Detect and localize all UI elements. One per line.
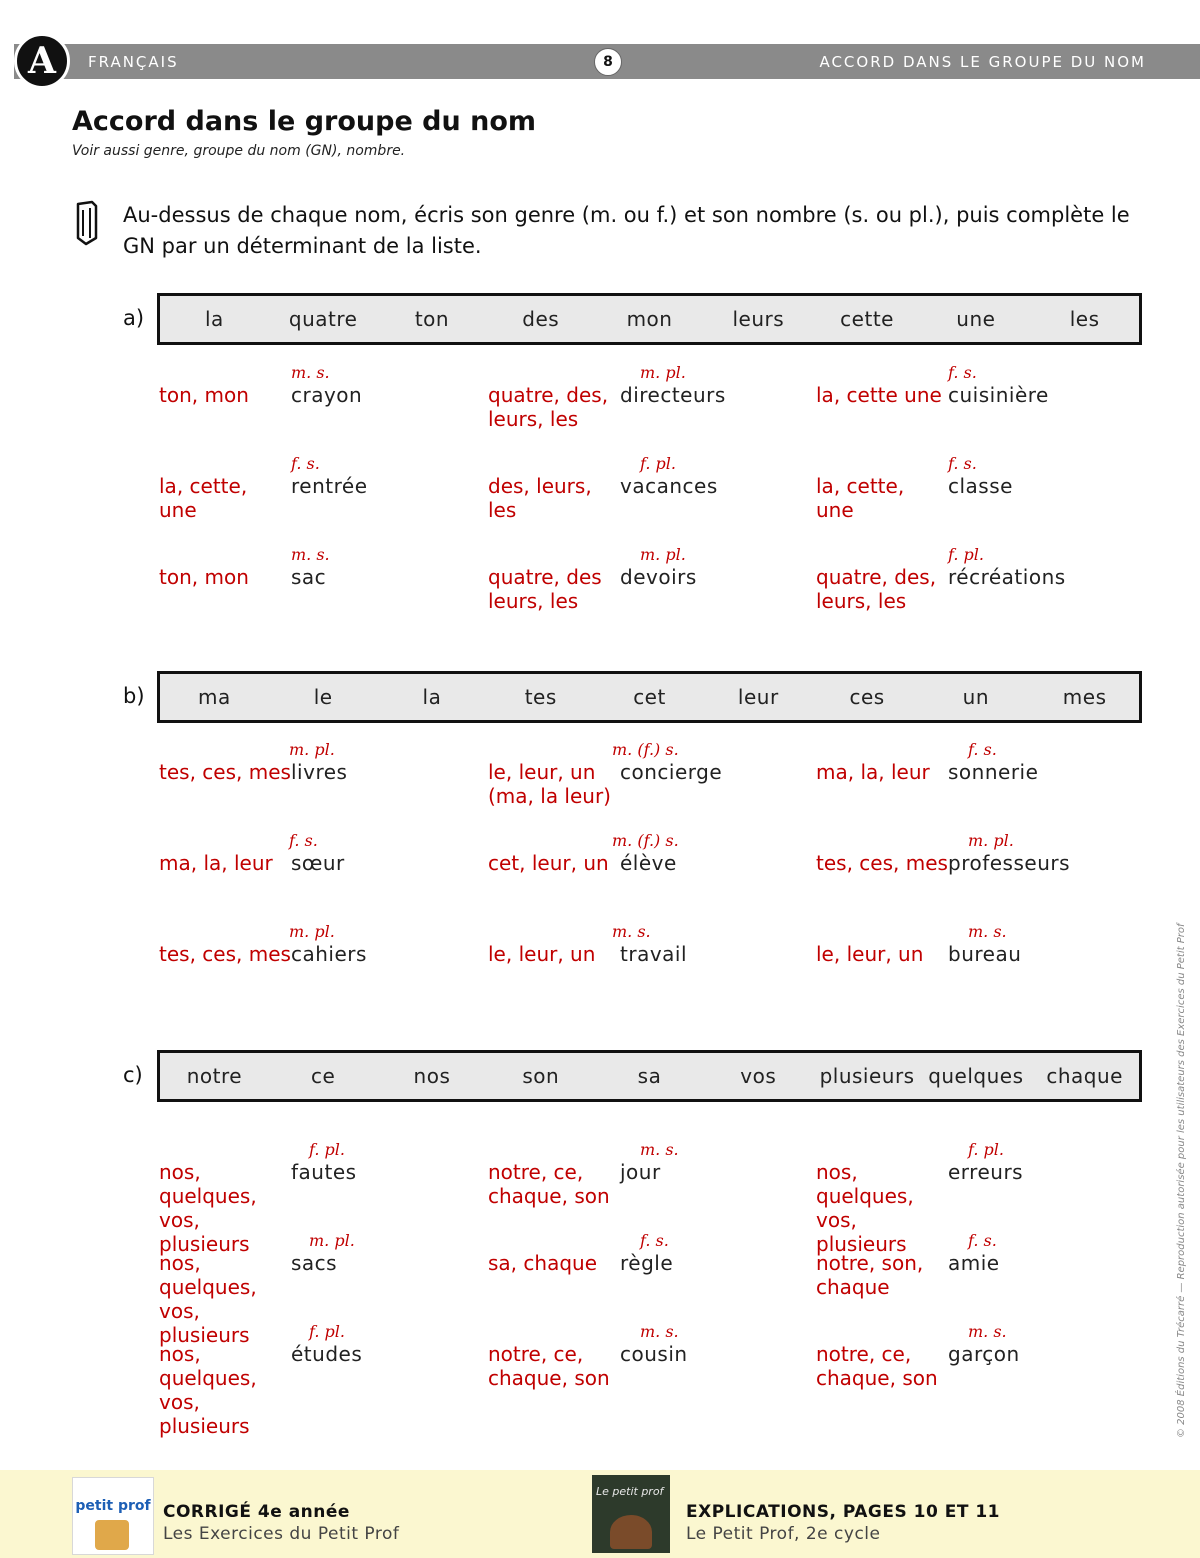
noun-exercise-item xyxy=(488,454,808,534)
noun-word: sœur xyxy=(291,851,345,875)
determiner-word: vos xyxy=(740,1064,777,1088)
determiner-word: ma xyxy=(198,685,231,709)
noun-exercise-item xyxy=(488,1322,808,1402)
determiner-list-box xyxy=(157,293,1142,345)
determiner-answer: nos, quelques, vos, plusieurs xyxy=(159,1160,257,1256)
noun-exercise-item xyxy=(159,831,479,911)
noun-exercise-item xyxy=(488,831,808,911)
determiner-word: ton xyxy=(414,307,450,331)
noun-word: classe xyxy=(948,474,1013,498)
determiner-answer: ma, la, leur xyxy=(816,760,930,784)
header-topic: ACCORD DANS LE GROUPE DU NOM xyxy=(819,53,1146,71)
determiner-word: quatre xyxy=(288,307,358,331)
footer-left-line1: CORRIGÉ 4e année xyxy=(163,1502,350,1522)
gender-number-answer: f. pl. xyxy=(948,545,984,564)
noun-word: professeurs xyxy=(948,851,1071,875)
noun-exercise-item xyxy=(159,922,479,1002)
gender-number-answer: m. s. xyxy=(291,545,330,564)
noun-exercise-item xyxy=(488,740,808,820)
determiner-answer: notre, ce, chaque, son xyxy=(488,1160,610,1208)
noun-exercise-item xyxy=(816,454,1136,534)
gender-number-answer: m. pl. xyxy=(309,1231,355,1250)
determiner-list-box xyxy=(157,671,1142,723)
book-cover-title: petit prof xyxy=(75,1498,151,1514)
see-also-note: Voir aussi genre, groupe du nom (GN), nombre. xyxy=(72,143,406,159)
determiner-list-box xyxy=(157,1050,1142,1102)
determiner-answer: ma, la, leur xyxy=(159,851,273,875)
book-cover-title: Le petit prof xyxy=(596,1485,664,1498)
noun-exercise-item xyxy=(816,1231,1136,1311)
pencil-icon xyxy=(72,200,100,246)
determiner-word: nos xyxy=(413,1064,451,1088)
determiner-word: mes xyxy=(1062,685,1107,709)
determiner-word: ce xyxy=(311,1064,336,1088)
book-cover-explications xyxy=(592,1475,670,1553)
noun-exercise-item xyxy=(816,1322,1136,1402)
determiner-answer: notre, son, chaque xyxy=(816,1251,924,1299)
footer-left-line2: Les Exercices du Petit Prof xyxy=(163,1524,400,1544)
section-label: b) xyxy=(123,684,145,708)
gender-number-answer: m. pl. xyxy=(640,545,686,564)
gender-number-answer: f. s. xyxy=(289,831,318,850)
noun-word: concierge xyxy=(620,760,723,784)
footer-right-line1: EXPLICATIONS, PAGES 10 ET 11 xyxy=(686,1502,1001,1522)
noun-exercise-item xyxy=(159,454,479,534)
noun-word: vacances xyxy=(620,474,718,498)
determiner-word: leur xyxy=(737,685,779,709)
noun-exercise-item xyxy=(488,1140,808,1220)
book-character-image xyxy=(610,1515,652,1549)
determiner-answer: la, cette, une xyxy=(159,474,248,522)
gender-number-answer: m. pl. xyxy=(289,922,335,941)
noun-word: crayon xyxy=(291,383,363,407)
gender-number-answer: m. pl. xyxy=(640,363,686,382)
noun-exercise-item xyxy=(488,922,808,1002)
gender-number-answer: f. pl. xyxy=(640,454,676,473)
noun-word: élève xyxy=(620,851,677,875)
noun-word: bureau xyxy=(948,942,1022,966)
noun-exercise-item xyxy=(159,740,479,820)
gender-number-answer: m. pl. xyxy=(289,740,335,759)
determiner-answer: ton, mon xyxy=(159,383,249,407)
noun-word: règle xyxy=(620,1251,674,1275)
noun-exercise-item xyxy=(816,363,1136,443)
determiner-answer: nos, quelques, vos, plusieurs xyxy=(816,1160,914,1256)
determiner-answer: la, cette, une xyxy=(816,474,905,522)
noun-exercise-item xyxy=(488,1231,808,1311)
determiner-answer: nos, quelques, vos, plusieurs xyxy=(159,1251,257,1347)
determiner-word: sa xyxy=(637,1064,662,1088)
gender-number-answer: m. (f.) s. xyxy=(612,831,679,850)
page-number: 8 xyxy=(594,48,622,76)
noun-exercise-item xyxy=(159,363,479,443)
gender-number-answer: m. (f.) s. xyxy=(612,740,679,759)
gender-number-answer: m. s. xyxy=(612,922,651,941)
page-title: Accord dans le groupe du nom xyxy=(72,106,537,137)
determiner-answer: tes, ces, mes xyxy=(159,760,291,784)
determiner-answer: quatre, des, leurs, les xyxy=(488,383,609,431)
determiner-answer: le, leur, un xyxy=(488,942,596,966)
noun-exercise-item xyxy=(488,545,808,625)
gender-number-answer: m. s. xyxy=(291,363,330,382)
noun-word: études xyxy=(291,1342,363,1366)
gender-number-answer: f. pl. xyxy=(309,1322,345,1341)
determiner-word: cet xyxy=(633,685,666,709)
noun-word: sac xyxy=(291,565,327,589)
determiner-word: un xyxy=(962,685,990,709)
noun-word: travail xyxy=(620,942,688,966)
determiner-word: une xyxy=(956,307,996,331)
book-cover-exercices xyxy=(72,1477,154,1555)
noun-exercise-item xyxy=(816,922,1136,1002)
determiner-word: son xyxy=(522,1064,560,1088)
determiner-word: la xyxy=(422,685,442,709)
noun-word: récréations xyxy=(948,565,1066,589)
gender-number-answer: f. s. xyxy=(948,454,977,473)
noun-word: erreurs xyxy=(948,1160,1024,1184)
noun-word: jour xyxy=(620,1160,661,1184)
determiner-word: quelques xyxy=(928,1064,1024,1088)
determiner-word: leurs xyxy=(732,307,785,331)
noun-word: sacs xyxy=(291,1251,338,1275)
noun-word: cousin xyxy=(620,1342,688,1366)
section-label: c) xyxy=(123,1063,143,1087)
gender-number-answer: f. s. xyxy=(948,363,977,382)
gender-number-answer: f. pl. xyxy=(968,1140,1004,1159)
determiner-word: mon xyxy=(626,307,673,331)
gender-number-answer: m. s. xyxy=(640,1322,679,1341)
determiner-answer: notre, ce, chaque, son xyxy=(488,1342,610,1390)
footer xyxy=(0,1470,1200,1558)
determiner-answer: cet, leur, un xyxy=(488,851,609,875)
footer-right-line2: Le Petit Prof, 2e cycle xyxy=(686,1524,881,1544)
determiner-answer: des, leurs, les xyxy=(488,474,592,522)
determiner-answer: la, cette une xyxy=(816,383,942,407)
gender-number-answer: m. s. xyxy=(968,1322,1007,1341)
gender-number-answer: f. s. xyxy=(968,740,997,759)
determiner-answer: le, leur, un xyxy=(816,942,924,966)
determiner-answer: le, leur, un (ma, la leur) xyxy=(488,760,611,808)
noun-word: sonnerie xyxy=(948,760,1039,784)
determiner-word: tes xyxy=(524,685,557,709)
determiner-answer: quatre, des, leurs, les xyxy=(816,565,937,613)
determiner-answer: nos, quelques, vos, plusieurs xyxy=(159,1342,257,1438)
determiner-word: les xyxy=(1069,307,1100,331)
noun-word: garçon xyxy=(948,1342,1020,1366)
logo-letter: A xyxy=(28,40,56,82)
determiner-word: ces xyxy=(849,685,885,709)
determiner-word: cette xyxy=(840,307,894,331)
noun-exercise-item xyxy=(488,363,808,443)
noun-exercise-item xyxy=(816,740,1136,820)
noun-word: amie xyxy=(948,1251,1000,1275)
noun-exercise-item xyxy=(816,831,1136,911)
noun-exercise-item xyxy=(159,545,479,625)
determiner-word: plusieurs xyxy=(819,1064,915,1088)
determiner-answer: tes, ces, mes xyxy=(159,942,291,966)
noun-word: rentrée xyxy=(291,474,368,498)
determiner-word: chaque xyxy=(1046,1064,1123,1088)
noun-word: directeurs xyxy=(620,383,726,407)
noun-word: fautes xyxy=(291,1160,357,1184)
determiner-word: le xyxy=(313,685,333,709)
copyright-notice: © 2008 Éditions du Trécarré — Reproduction autorisée pour les utilisateurs des Exercices du Petit Prof xyxy=(1176,923,1187,1438)
logo-icon xyxy=(14,33,70,89)
determiner-answer: quatre, des leurs, les xyxy=(488,565,602,613)
gender-number-answer: f. s. xyxy=(640,1231,669,1250)
noun-exercise-item xyxy=(816,545,1136,625)
determiner-word: la xyxy=(204,307,224,331)
noun-exercise-item xyxy=(159,1322,479,1438)
instruction-text: Au-dessus de chaque nom, écris son genre (m. ou f.) et son nombre (s. ou pl.), puis complète le GN par un déterminant de la liste. xyxy=(123,203,1130,258)
determiner-answer: notre, ce, chaque, son xyxy=(816,1342,938,1390)
determiner-answer: tes, ces, mes xyxy=(816,851,948,875)
gender-number-answer: m. pl. xyxy=(968,831,1014,850)
noun-word: livres xyxy=(291,760,348,784)
gender-number-answer: f. s. xyxy=(291,454,320,473)
noun-word: devoirs xyxy=(620,565,697,589)
noun-word: cahiers xyxy=(291,942,367,966)
determiner-word: des xyxy=(522,307,560,331)
section-label: a) xyxy=(123,306,145,330)
header-subject: FRANÇAIS xyxy=(88,53,179,71)
gender-number-answer: f. s. xyxy=(968,1231,997,1250)
determiner-answer: ton, mon xyxy=(159,565,249,589)
book-character-image xyxy=(95,1520,129,1550)
determiner-answer: sa, chaque xyxy=(488,1251,597,1275)
gender-number-answer: m. s. xyxy=(640,1140,679,1159)
determiner-word: notre xyxy=(186,1064,243,1088)
noun-word: cuisinière xyxy=(948,383,1049,407)
gender-number-answer: f. pl. xyxy=(309,1140,345,1159)
gender-number-answer: m. s. xyxy=(968,922,1007,941)
